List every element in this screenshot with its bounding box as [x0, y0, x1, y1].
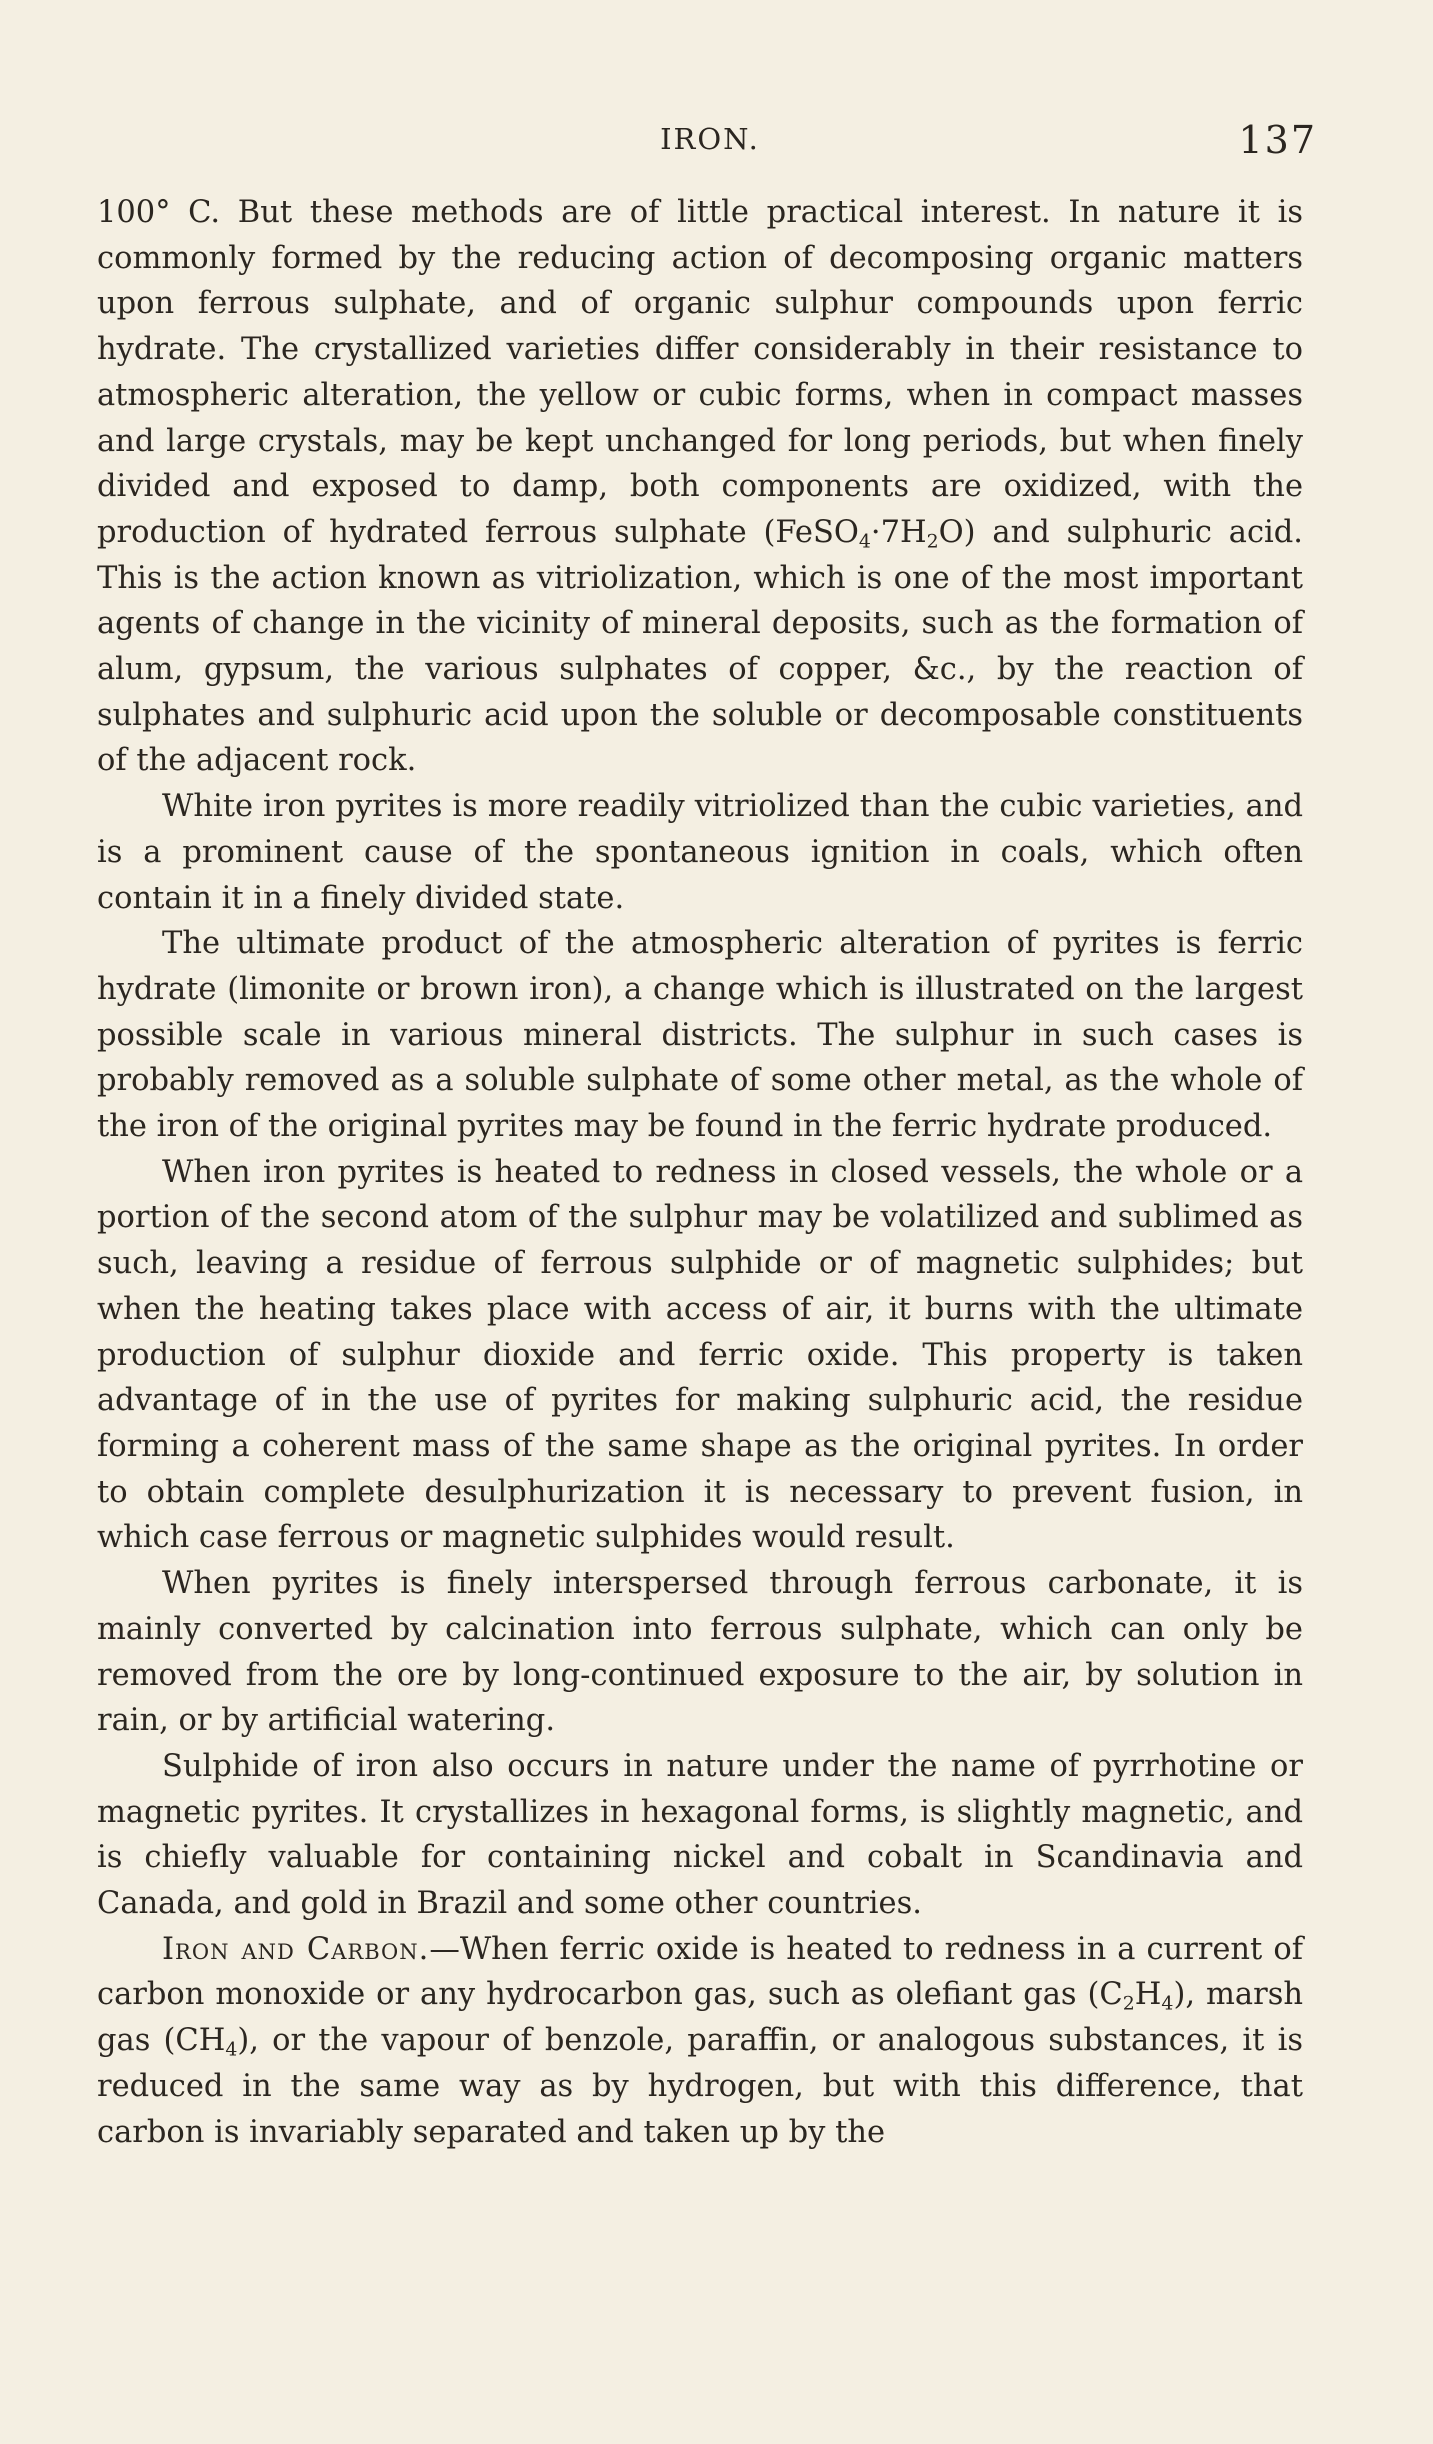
page-number: 137 — [1238, 118, 1317, 162]
text-run: White iron pyrites is more readily vitriolized than the cubic varieties, and is a prominent cause of the spontaneous ignition in coals, which often contain it in a finely divided state. — [97, 789, 1303, 916]
text-run: —When ferric oxide is heated to redness in a current of carbon monoxide or any hydrocarbon gas, such as olefiant gas (C — [97, 1931, 1303, 2013]
paragraph-4 — [97, 1150, 1303, 1561]
paragraph-7 — [97, 1927, 1303, 2156]
section-heading: Iron and Carbon. — [162, 1931, 430, 1967]
text-run: H — [1134, 1977, 1162, 2013]
subscript: 4 — [225, 2038, 238, 2061]
paragraph-1 — [97, 190, 1303, 784]
subscript: 2 — [926, 530, 939, 553]
text-run: When iron pyrites is heated to redness in closed vessels, the whole or a portion of the second atom of the sulphur may be volatilized and sublimed as such, leaving a residue of ferrous sulphide or of magnetic sulphides; but when the heating takes place with access of air, it burns with the ultimate production of sulphur dioxide and ferric oxide. This property is taken advantage of in the use of pyrites for making sulphuric acid, the residue forming a coherent mass of the same shape as the original pyrites. In order to obtain complete desulphurization it is necessary to prevent fusion, in which case ferrous or magnetic sulphides would result. — [97, 1154, 1303, 1556]
running-head: IRON. — [660, 122, 760, 156]
text-run: The ultimate product of the atmospheric alteration of pyrites is ferric hydrate (limonite or brown iron), a change which is illustrated on the largest possible scale in various mineral districts. The sulphur in such cases is probably removed as a soluble sulphate of some other metal, as the whole of the iron of the original pyrites may be found in the ferric hydrate produced. — [97, 926, 1303, 1145]
text-run: ), marsh gas (CH — [97, 1977, 1303, 2059]
text-run: When pyrites is finely interspersed through ferrous carbonate, it is mainly converted by calcination into ferrous sulphate, which can only be removed from the ore by long-continued exposure to the air, by solution in rain, or by artificial watering. — [97, 1566, 1303, 1739]
text-run: 100° C. But these methods are of little practical interest. In nature it is commonly formed by the reducing action of decomposing organic matters upon ferrous sulphate, and of organic sulphur compounds upon ferric hydrate. The crystallized varieties differ considerably in their resistance to atmospheric alteration, the yellow or cubic forms, when in compact masses and large crystals, may be kept unchanged for long periods, but when finely divided and exposed to damp, both components are oxidized, with the production of hydrated ferrous sulphate (FeSO — [97, 195, 1303, 550]
text-run: O) and sulphuric acid. This is the action known as vitriolization, which is one of the most important agents of change in the vicinity of mineral deposits, such as the formation of alum, gypsum, the various sulphates of copper, &c., by the reaction of sulphates and sulphuric acid upon the soluble or decomposable constituents of the adjacent rock. — [97, 514, 1304, 779]
text-run: ·7H — [870, 514, 927, 550]
page-header — [97, 118, 1323, 168]
subscript: 4 — [858, 530, 871, 553]
text-run: ), or the vapour of benzole, paraffin, or analogous substances, it is reduced in the same way as by hydrogen, but with this difference, that carbon is invariably separated and taken up by the — [97, 2023, 1303, 2150]
text-run: Sulphide of iron also occurs in nature under the name of pyrrhotine or magnetic pyrites. It crystallizes in hexagonal forms, is slightly magnetic, and is chiefly valuable for containing nickel and cobalt in Scandinavia and Canada, and gold in Brazil and some other countries. — [97, 1748, 1303, 1922]
subscript: 4 — [1161, 1993, 1174, 2016]
paragraph-6 — [97, 1744, 1303, 1927]
subscript: 2 — [1122, 1993, 1135, 2016]
body-text — [97, 190, 1303, 2155]
paragraph-5 — [97, 1561, 1303, 1744]
paragraph-2 — [97, 784, 1303, 921]
paragraph-3 — [97, 921, 1303, 1150]
